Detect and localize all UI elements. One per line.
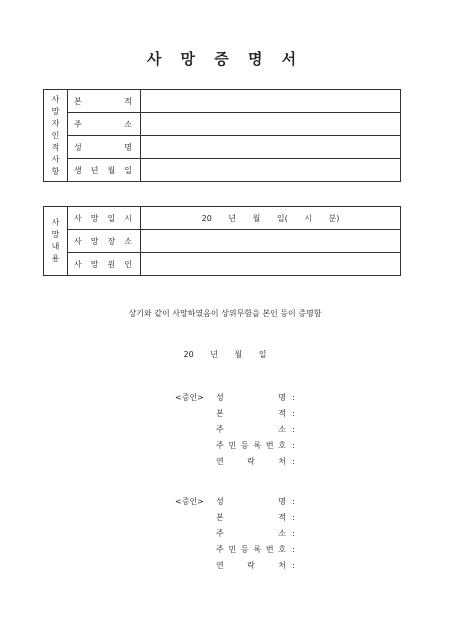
witness-field-label	[216, 456, 286, 467]
row-label-char: 소	[124, 119, 132, 129]
section-label-deceased	[44, 90, 68, 182]
witness-label-char: 락	[247, 560, 255, 570]
label-death-place	[68, 230, 141, 253]
row-label-char: 명	[124, 142, 132, 152]
witness-row	[175, 389, 295, 405]
witness-row	[175, 437, 295, 453]
side-label-char: 망	[51, 230, 60, 239]
witness-label-char: 명	[278, 392, 286, 402]
witness-label-char: 락	[247, 456, 255, 466]
witness-field-colon: :	[292, 408, 295, 418]
witness-field-colon: :	[292, 512, 295, 522]
row-label-char: 망	[90, 236, 99, 246]
witness-field-colon: :	[292, 560, 295, 570]
row-label-char: 본	[74, 96, 82, 106]
witness-label-char: 처	[278, 456, 286, 466]
witness-field-label	[216, 496, 286, 507]
row-label-char: 원	[107, 259, 116, 269]
witness-row	[175, 493, 295, 509]
witness-row	[175, 421, 295, 437]
witness-label-char: 본	[216, 512, 224, 522]
witness-label-char: 민	[228, 440, 237, 450]
row-label-char: 사	[74, 213, 82, 223]
field-death-datetime[interactable]: 20 년 월 일( 시 분)	[141, 207, 401, 230]
witness-row	[175, 557, 295, 573]
field-birthdate[interactable]	[141, 159, 401, 182]
side-label-char: 사	[51, 154, 60, 164]
row-label-char: 주	[74, 119, 82, 129]
witness-label-char: 적	[278, 408, 286, 418]
witness-block-1	[175, 389, 295, 469]
witness-row	[175, 525, 295, 541]
witness-label-char: 주	[216, 528, 224, 538]
witness-row	[175, 453, 295, 469]
witness-label-char: 적	[278, 512, 286, 522]
row-label-char: 장	[107, 236, 116, 246]
label-domicile	[68, 90, 141, 113]
witness-label-char: 등	[240, 440, 249, 450]
side-label-char: 인	[51, 130, 60, 140]
witness-label-char: 처	[278, 560, 286, 570]
witness-field-colon: :	[292, 424, 295, 434]
label-death-cause	[68, 253, 141, 276]
witness-field-colon: :	[292, 528, 295, 538]
witness-label-char: 성	[216, 392, 224, 402]
section-label-death	[44, 207, 68, 276]
row-label-char: 적	[124, 96, 132, 106]
side-label-char: 망	[51, 106, 60, 116]
label-name	[68, 136, 141, 159]
witness-label-char: 주	[216, 440, 224, 450]
row-label-char: 망	[90, 259, 99, 269]
witness-row	[175, 509, 295, 525]
row-label-char: 월	[107, 165, 116, 175]
deceased-info-table	[43, 89, 401, 182]
side-label-char: 자	[51, 118, 60, 128]
row-label-char: 년	[90, 165, 99, 175]
witness-label-char: 번	[265, 544, 274, 554]
side-label-char: 사	[51, 218, 60, 227]
field-death-cause[interactable]	[141, 253, 401, 276]
witness-field-label	[216, 424, 286, 435]
witness-field-label	[216, 528, 286, 539]
witness-row	[175, 405, 295, 421]
row-label-char: 소	[124, 236, 132, 246]
witness-label-char: 호	[278, 440, 286, 450]
witness-row	[175, 541, 295, 557]
row-label-char: 일	[124, 165, 132, 175]
witness-label-char: 소	[278, 528, 286, 538]
witness-tag: <증인>	[175, 496, 204, 506]
witness-label-char: 연	[216, 456, 224, 466]
date-line: 20 년 월 일	[183, 350, 267, 359]
witness-field-label	[216, 392, 286, 403]
witness-tag: <증인>	[175, 392, 204, 402]
field-domicile[interactable]	[141, 90, 401, 113]
witness-label-char: 번	[265, 440, 274, 450]
witness-label-char: 민	[228, 544, 237, 554]
witness-field-colon: :	[292, 496, 295, 506]
page-title: 사 망 증 명 서	[146, 50, 304, 68]
death-details-table	[43, 206, 401, 276]
field-name[interactable]	[141, 136, 401, 159]
witness-label-char: 호	[278, 544, 286, 554]
witness-label-char: 주	[216, 424, 224, 434]
row-label-char: 망	[90, 213, 99, 223]
side-label-char: 항	[51, 166, 60, 176]
witness-label-char: 명	[278, 496, 286, 506]
field-death-place[interactable]	[141, 230, 401, 253]
witness-field-label	[216, 440, 286, 451]
witness-label-char: 성	[216, 496, 224, 506]
witness-field-colon: :	[292, 440, 295, 450]
witness-label-char: 연	[216, 560, 224, 570]
witness-field-colon: :	[292, 544, 295, 554]
witness-block-2	[175, 493, 295, 573]
witness-label-char: 주	[216, 544, 224, 554]
side-label-char: 적	[51, 142, 60, 152]
side-label-char: 용	[51, 254, 60, 263]
row-label-char: 생	[74, 165, 82, 175]
witness-field-label	[216, 544, 286, 555]
label-death-datetime	[68, 207, 141, 230]
row-label-char: 일	[107, 213, 116, 223]
row-label-char: 시	[124, 213, 132, 223]
witness-field-colon: :	[292, 392, 295, 402]
row-label-char: 성	[74, 142, 82, 152]
witness-field-label	[216, 512, 286, 523]
certification-statement: 상기와 같이 사망하였음이 상위무함을 본인 등이 증명함	[128, 309, 322, 318]
witness-label-char: 등	[240, 544, 249, 554]
label-birthdate	[68, 159, 141, 182]
witness-label-char: 록	[253, 544, 262, 554]
witness-label-char: 본	[216, 408, 224, 418]
witness-field-colon: :	[292, 456, 295, 466]
side-label-char: 내	[51, 242, 60, 251]
row-label-char: 인	[124, 259, 132, 269]
label-address	[68, 113, 141, 136]
row-label-char: 사	[74, 259, 82, 269]
witness-field-label	[216, 408, 286, 419]
field-address[interactable]	[141, 113, 401, 136]
side-label-char: 사	[51, 94, 60, 104]
witness-label-char: 소	[278, 424, 286, 434]
witness-label-char: 록	[253, 440, 262, 450]
row-label-char: 사	[74, 236, 82, 246]
witness-field-label	[216, 560, 286, 571]
